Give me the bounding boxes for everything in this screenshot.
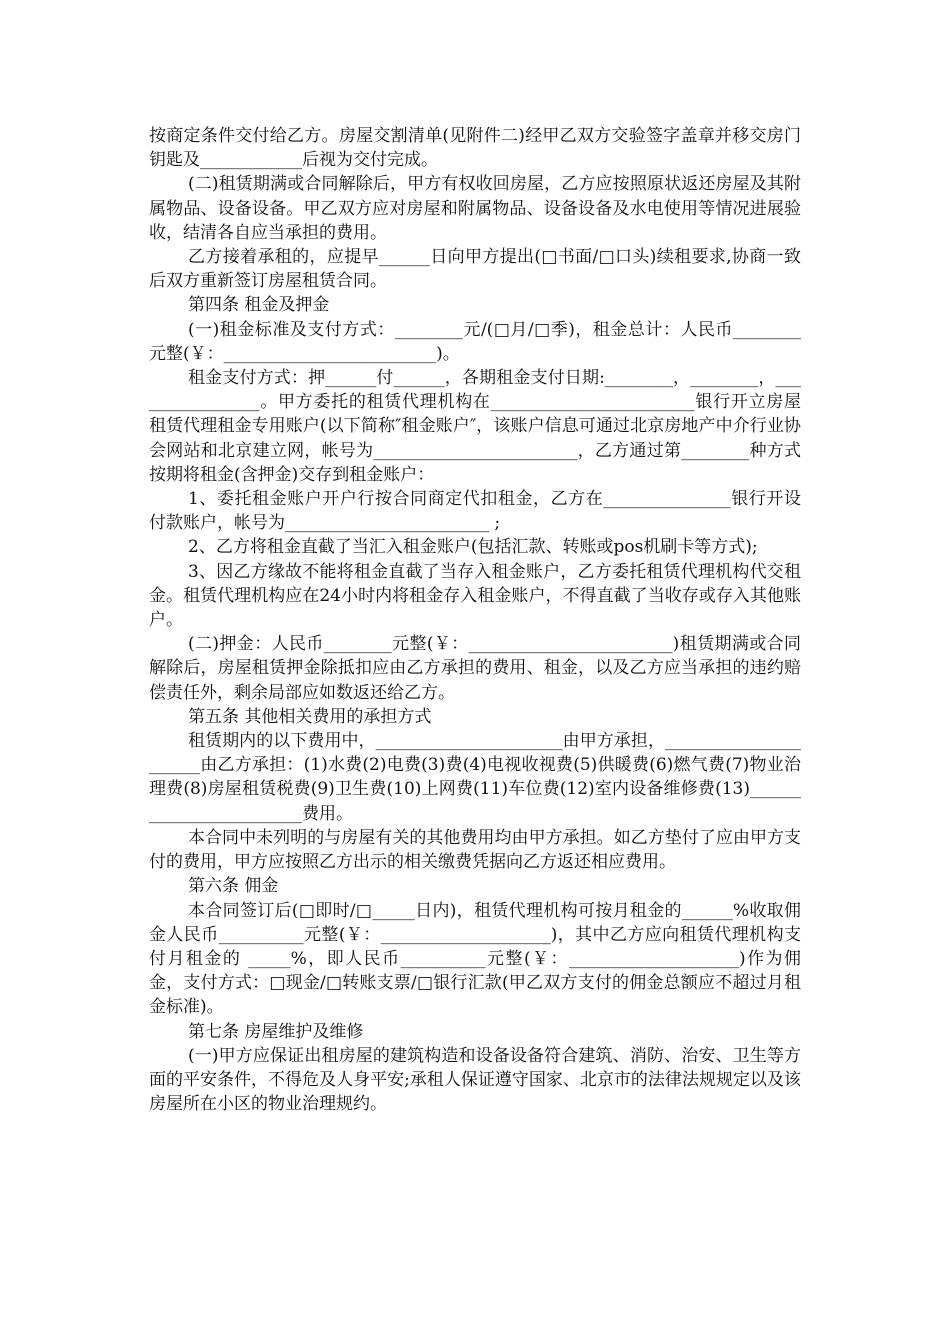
heading-article-5: 第五条 其他相关费用的承担方式 — [188, 706, 432, 727]
heading-article-4: 第四条 租金及押金 — [188, 295, 330, 316]
paragraph-expense-allocation: 租赁期内的以下费用中，______________________由甲方承担，______________________由乙方承担：(1)水费(2)电费(3)费(4)电视收视费(5)供暖费(6)燃气费(7)物业治理费(8)房屋租赁税费(9)卫生费(10)上网费(11)车位费(12)室内设备维修费(13)________________________费用。 — [149, 731, 801, 824]
paragraph-payment-option-1: 1、委托租金账户开户行按合同商定代扣租金，乙方在_______________银行开设付款账户，帐号为________________________ ; — [149, 489, 801, 534]
heading-article-6: 第六条 佣金 — [188, 876, 279, 897]
paragraph-lease-expiry-return: (二)租赁期满或合同解除后，甲方有权收回房屋，乙方应按照原状返还房屋及其附属物品、设备设备。甲乙双方应对房屋和附属物品、设备设备及水电使用等情况进展验收，结清各自应当承担的费用。 — [149, 174, 801, 243]
document-page — [149, 124, 801, 1116]
paragraph-payment-option-2: 2、乙方将租金直截了当汇入租金账户(包括汇款、转账或pos机刷卡等方式); — [188, 537, 758, 558]
paragraph-maintenance-obligations: (一)甲方应保证出租房屋的建筑构造和设备设备符合建筑、消防、治安、卫生等方面的平安条件，不得危及人身平安;承租人保证遵守国家、北京市的法律法规规定以及该房屋所在小区的物业治理规约。 — [149, 1045, 801, 1115]
paragraph-deposit: (二)押金：人民币________元整(￥：________________________)租赁期满或合同解除后，房屋租赁押金除抵扣应由乙方承担的费用、租金，以及乙方应当承担的违约赔偿责任外，剩余局部应如数返还给乙方。 — [149, 634, 801, 703]
paragraph-renewal-request: 乙方接着承租的，应提早______日向甲方提出(□书面/□口头)续租要求,协商一致后双方重新签订房屋租赁合同。 — [149, 247, 801, 292]
heading-article-7: 第七条 房屋维护及维修 — [188, 1021, 364, 1042]
paragraph-delivery-completion: 按商定条件交付给乙方。房屋交割清单(见附件二)经甲乙双方交验签字盖章并移交房门钥匙及____________后视为交付完成。 — [149, 126, 801, 171]
paragraph-rent-payment-method: 租金支付方式：押______付______，各期租金支付日期:________，________，________________。甲方委托的租赁代理机构在________________________银行开立房屋租赁代理租金专用账户(以下简称″租金账户″，该账户信息可通过北京房地产中介行业协会网站和北京建立网，帐号为________________________，乙方通过第________种方式按期将租金(含押金)交存到租金账户： — [149, 368, 801, 485]
paragraph-unlisted-expenses: 本合同中未列明的与房屋有关的其他费用均由甲方承担。如乙方垫付了应由甲方支付的费用，甲方应按照乙方出示的相关缴费凭据向乙方返还相应费用。 — [149, 827, 801, 873]
paragraph-payment-option-3: 3、因乙方缘故不能将租金直截了当存入租金账户，乙方委托租赁代理机构代交租金。租赁代理机构应在24小时内将租金存入租金账户，不得直截了当收存或存入其他账户。 — [149, 561, 801, 631]
paragraph-rent-standard: (一)租金标准及支付方式：________元/(□月/□季)，租金总计：人民币________元整(￥：_________________________)。 — [149, 319, 801, 364]
paragraph-commission: 本合同签订后(□即时/□_____日内)，租赁代理机构可按月租金的______%收取佣金人民币__________元整(￥：____________________)，其中乙方应向租赁代理机构支付月租金的 _____%，即人民币__________元整(￥：____________________)作为佣金，支付方式：□现金/□转账支票/□银行汇款(甲乙双方支付的佣金总额应不超过月租金标准)。 — [149, 900, 801, 1018]
